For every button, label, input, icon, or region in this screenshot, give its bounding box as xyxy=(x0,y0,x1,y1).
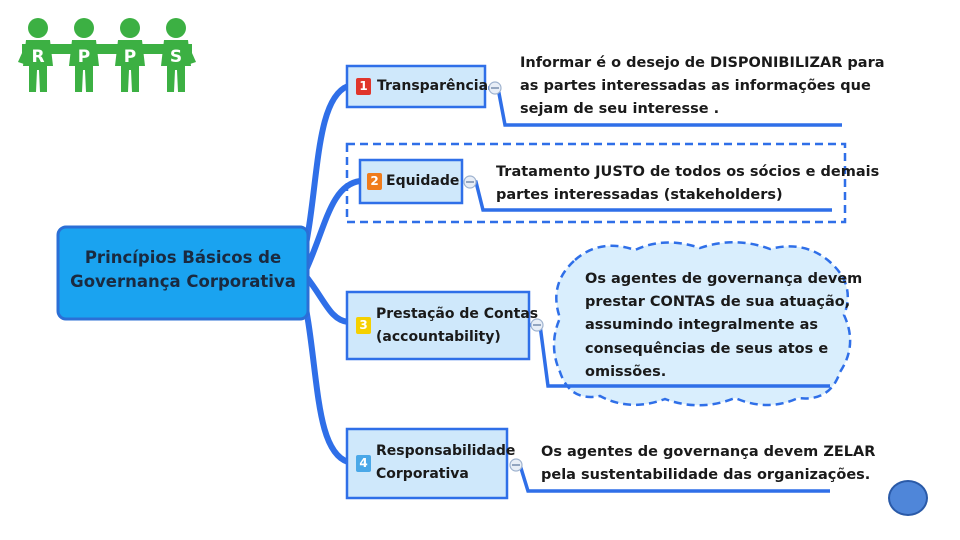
connector-3 xyxy=(305,275,348,322)
circle-button[interactable] xyxy=(888,480,928,516)
central-title xyxy=(60,246,306,294)
note-line: partes interessadas (stakeholders) xyxy=(496,187,783,203)
note-line: Os agentes de governança devem ZELAR xyxy=(541,444,876,460)
note-line: as partes interessadas as informações que xyxy=(520,78,871,94)
note-line: pela sustentabilidade das organizações. xyxy=(541,467,871,483)
number-badge-3: 3 xyxy=(356,317,371,334)
note-line: omissões. xyxy=(585,364,667,380)
note-line: sejam de seu interesse . xyxy=(520,101,720,117)
branch-label-equidade: Equidade xyxy=(386,173,460,189)
branch-label-prestacao-sub: (accountability) xyxy=(376,329,501,345)
note-line: Os agentes de governança devem xyxy=(585,271,863,287)
logo-letter: S xyxy=(169,47,183,67)
branch-label-transparencia: Transparência xyxy=(377,78,489,94)
number-badge-2: 2 xyxy=(367,173,382,190)
branch-label-prestacao: Prestação de Contas xyxy=(376,306,539,322)
branch-label-responsabilidade-sub: Corporativa xyxy=(376,466,469,482)
branch-label-responsabilidade: Responsabilidade xyxy=(376,443,516,459)
central-title-line: Princípios Básicos de xyxy=(84,248,282,267)
note-line: assumindo integralmente as xyxy=(585,317,818,333)
number-badge-4: 4 xyxy=(356,455,371,472)
collapse-handles xyxy=(464,82,543,471)
number-badge-1: 1 xyxy=(356,78,371,95)
logo-arms xyxy=(22,44,192,54)
logo-letter: P xyxy=(123,47,137,67)
note-line: Tratamento JUSTO de todos os sócios e demais xyxy=(496,164,880,180)
note-line: consequências de seus atos e xyxy=(585,341,829,357)
central-title-line: Governança Corporativa xyxy=(70,272,296,291)
logo-letter: R xyxy=(31,47,45,67)
rpps-logo xyxy=(18,18,196,92)
note-line: Informar é o desejo de DISPONIBILIZAR para xyxy=(520,55,885,71)
branch-node-prestacao xyxy=(347,292,529,359)
logo-letter: P xyxy=(77,47,91,67)
note-line: prestar CONTAS de sua atuação, xyxy=(585,294,851,310)
